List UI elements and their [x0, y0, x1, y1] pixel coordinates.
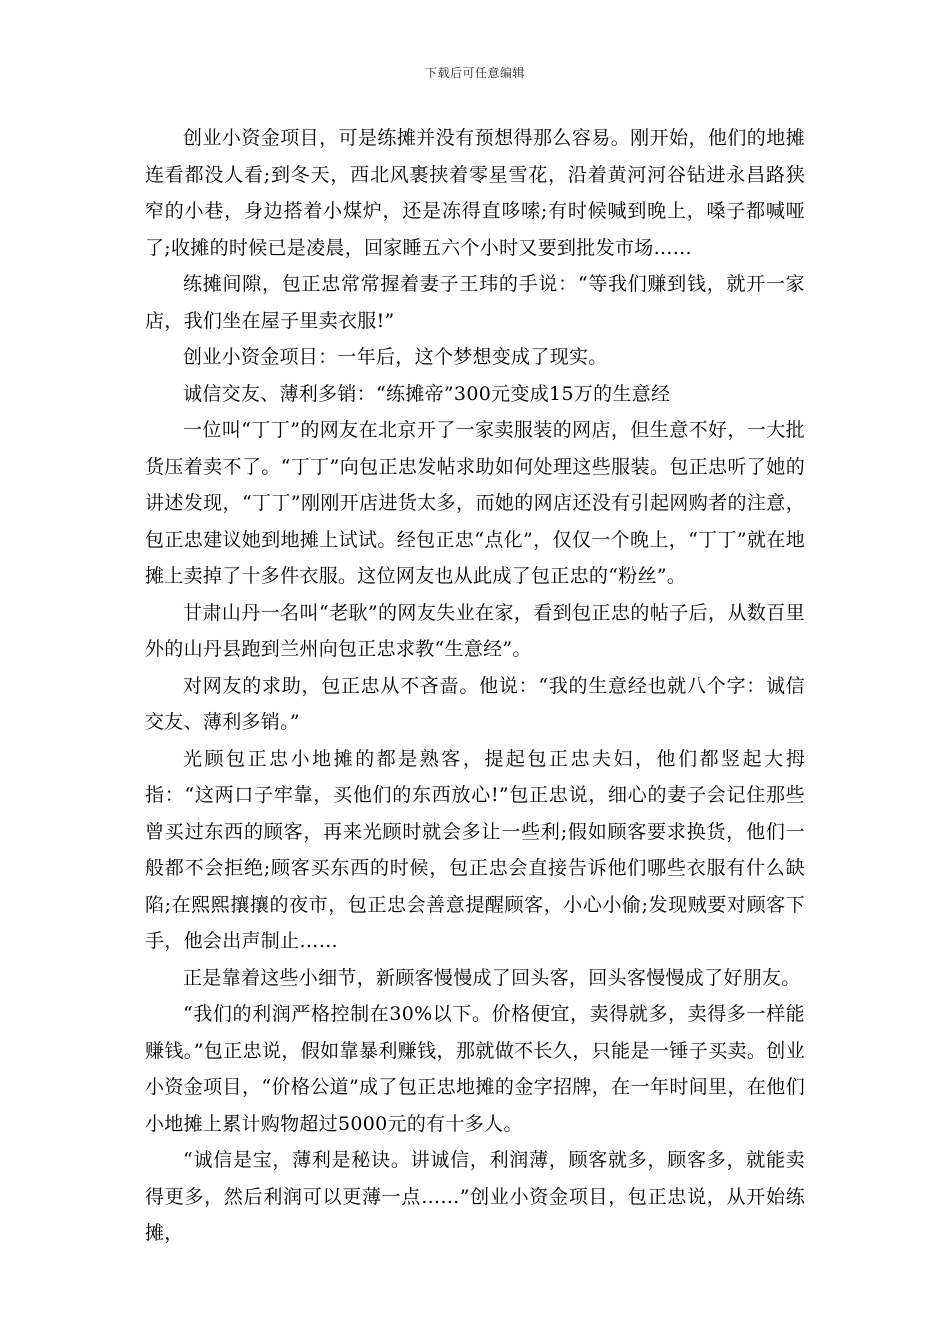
paragraph: “我们的利润严格控制在30%以下。价格便宜，卖得就多，卖得多一样能赚钱。”包正忠说，假如靠暴利赚钱，那就做不长久，只能是一锤子买卖。创业小资金项目，“价格公道”成了包正忠地摊的金字招牌，在一年时间里，在他们小地摊上累计购物超过5000元的有十多人。: [145, 1003, 805, 1135]
paragraph: 一位叫“丁丁”的网友在北京开了一家卖服装的网店，但生意不好，一大批货压着卖不了。“丁丁”向包正忠发帖求助如何处理这些服装。包正忠听了她的讲述发现，“丁丁”刚刚开店进货太多，而她的网店还没有引起网购者的注意，包正忠建议她到地摊上试试。经包正忠“点化”，仅仅一个晚上，“丁丁”就在地摊上卖掉了十多件衣服。这位网友也从此成了包正忠的“粉丝”。: [145, 419, 805, 587]
paragraph: 练摊间隙，包正忠常常握着妻子王玮的手说：“等我们赚到钱，就开一家店，我们坐在屋子里卖衣服!”: [145, 273, 805, 332]
page-header: 下载后可任意编辑: [424, 66, 525, 80]
section-heading: 诚信交友、薄利多销：“练摊帝”300元变成15万的生意经: [183, 382, 671, 405]
paragraph: “诚信是宝，薄利是秘诀。讲诚信，利润薄，顾客就多，顾客多，就能卖得更多，然后利润可以更薄一点……”创业小资金项目，包正忠说，从开始练摊，: [145, 1149, 805, 1244]
paragraph: 创业小资金项目：一年后，这个梦想变成了现实。: [183, 346, 608, 368]
paragraph: 对网友的求助，包正忠从不吝啬。他说：“我的生意经也就八个字：诚信交友、薄利多销。”: [145, 674, 805, 733]
document-body: [145, 120, 805, 1252]
paragraph: 创业小资金项目，可是练摊并没有预想得那么容易。刚开始，他们的地摊连看都没人看;到冬天，西北风裹挟着零星雪花，沿着黄河河谷钻进永昌路狭窄的小巷，身边搭着小煤炉，还是冻得直哆嗦;有时候喊到晚上，嗓子都喊哑了;收摊的时候已是凌晨，回家睡五六个小时又要到批发市场……: [145, 127, 805, 259]
paragraph: 正是靠着这些小细节，新顾客慢慢成了回头客，回头客慢慢成了好朋友。: [183, 966, 801, 989]
paragraph: 光顾包正忠小地摊的都是熟客，提起包正忠夫妇，他们都竖起大拇指：“这两口子牢靠，买他们的东西放心!”包正忠说，细心的妻子会记住那些曾买过东西的顾客，再来光顾时就会多让一些利;假如顾客要求换货，他们一般都不会拒绝;顾客买东西的时候，包正忠会直接告诉他们哪些衣服有什么缺陷;在熙熙攘攘的夜市，包正忠会善意提醒顾客，小心小偷;发现贼要对顾客下手，他会出声制止……: [145, 747, 805, 952]
paragraph: 甘肃山丹一名叫“老耿”的网友失业在家，看到包正忠的帖子后，从数百里外的山丹县跑到兰州向包正忠求教“生意经”。: [145, 601, 805, 660]
